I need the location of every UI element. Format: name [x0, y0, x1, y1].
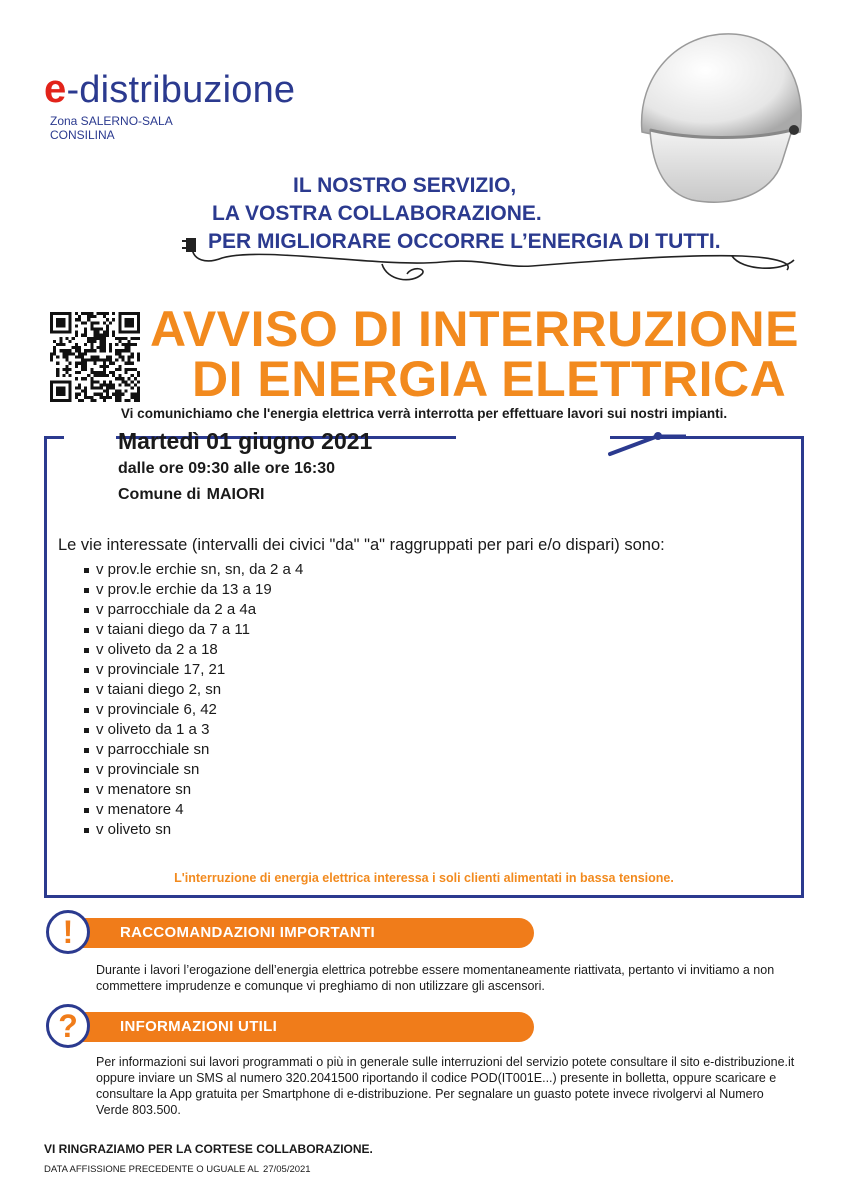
list-item: v prov.le erchie da 13 a 19: [84, 580, 303, 600]
thanks-text: VI RINGRAZIAMO PER LA CORTESE COLLABORAZIONE.: [44, 1142, 373, 1156]
box-border-gap: [64, 430, 116, 444]
zone-label: Zona SALERNO-SALA CONSILINA: [50, 114, 173, 142]
slogan-line: PER MIGLIORARE OCCORRE L’ENERGIA DI TUTTI.: [208, 230, 721, 253]
list-item: v oliveto da 2 a 18: [84, 640, 303, 660]
page-title: [150, 301, 800, 407]
logo-text: -distribuzione: [66, 69, 296, 111]
comune-label: Comune di: [118, 486, 201, 503]
comune: [118, 486, 264, 504]
info-banner: [46, 1008, 536, 1046]
info-title: INFORMAZIONI UTILI: [120, 1018, 278, 1035]
cable-plug-icon: [182, 226, 822, 296]
list-item: v provinciale sn: [84, 760, 303, 780]
list-item: v parrocchiale da 2 a 4a: [84, 600, 303, 620]
low-voltage-note: L'interruzione di energia elettrica interessa i soli clienti alimentati in bassa tensione.: [174, 871, 674, 885]
exclamation-icon: !: [46, 910, 90, 954]
intro-text: Vi comunichiamo che l'energia elettrica verrà interrotta per effettuare lavori sui nostri impianti.: [120, 406, 728, 421]
recommendations-text: Durante i lavori l’erogazione dell’energia elettrica potrebbe essere momentaneamente riattivata, pertanto vi invitiamo a non commettere imprudenze e comunque vi preghiamo di non utilizzare gli ascensori.: [96, 963, 775, 993]
list-item: v prov.le erchie sn, sn, da 2 a 4: [84, 560, 303, 580]
slogan-line: LA VOSTRA COLLABORAZIONE.: [212, 202, 542, 225]
title-line: DI ENERGIA ELETTRICA: [192, 351, 787, 407]
info-text: Per informazioni sui lavori programmati o più in generale sulle interruzioni del servizio potete consultare il sito e-distribuzione.it oppure inviare un SMS al numero 320.2041500 riportando il codice POD(IT001E...) presente in bolletta, oppure scaricare e consultare la App gratuita per Smartphone di e-distribuzione. Per segnalare un guasto potete invece rivolgervi al Numero Verde 803.500.: [96, 1055, 795, 1117]
list-item: v oliveto sn: [84, 820, 303, 840]
question-icon: ?: [46, 1004, 90, 1048]
logo-e: e: [44, 67, 67, 111]
posted-date: 27/05/2021: [263, 1164, 311, 1175]
list-item: v menatore sn: [84, 780, 303, 800]
streets-list: [84, 560, 303, 840]
slogan-line: IL NOSTRO SERVIZIO,: [293, 174, 517, 197]
posted-label: DATA AFFISSIONE PRECEDENTE O UGUALE AL: [44, 1164, 260, 1175]
recommendations-title: RACCOMANDAZIONI IMPORTANTI: [120, 924, 375, 941]
interruption-hours: dalle ore 09:30 alle ore 16:30: [118, 460, 336, 477]
list-item: v provinciale 17, 21: [84, 660, 303, 680]
title-line: AVVISO DI INTERRUZIONE: [150, 301, 800, 357]
list-item: v taiani diego da 7 a 11: [84, 620, 303, 640]
list-item: v menatore 4: [84, 800, 303, 820]
comune-name: MAIORI: [206, 486, 265, 503]
pen-icon: [606, 428, 686, 458]
qr-code[interactable]: [50, 312, 140, 402]
list-item: v parrocchiale sn: [84, 740, 303, 760]
list-item: v taiani diego 2, sn: [84, 680, 303, 700]
recommendations-banner: [46, 914, 536, 952]
posting-date: [44, 1164, 311, 1175]
company-logo: [44, 66, 295, 113]
box-border-gap: [456, 430, 610, 444]
streets-heading: Le vie interessate (intervalli dei civici "da" "a" raggruppati per pari e/o dispari) sono:: [58, 536, 665, 554]
interruption-date: Martedì 01 giugno 2021: [118, 428, 373, 454]
list-item: v oliveto da 1 a 3: [84, 720, 303, 740]
list-item: v provinciale 6, 42: [84, 700, 303, 720]
